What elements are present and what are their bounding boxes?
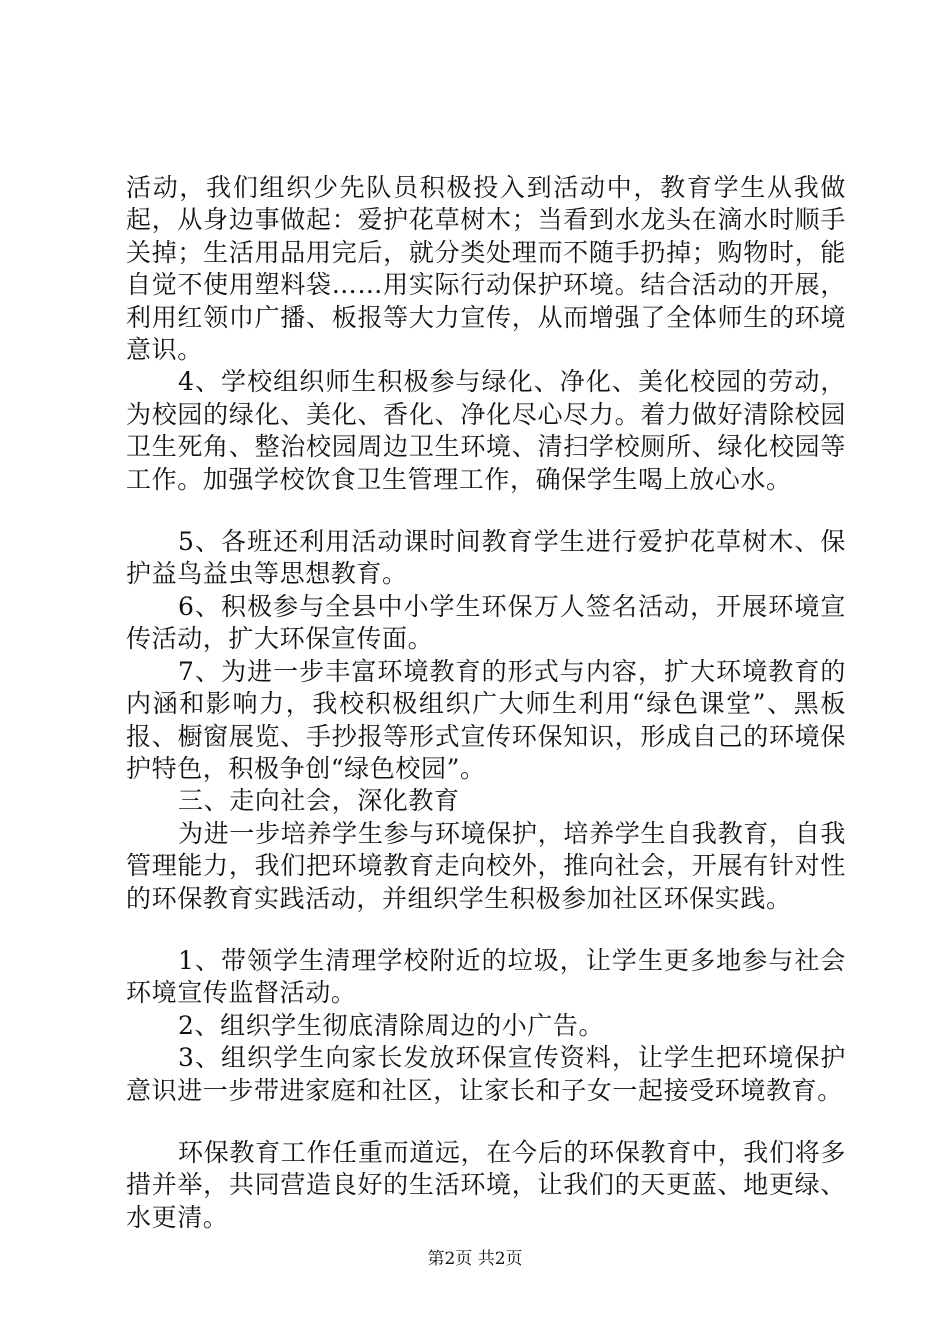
paragraph-practice-2: 2、组织学生彻底清除周边的小广告。 [178,1010,605,1040]
paragraph-item-6: 6、积极参与全县中小学生环保万人签名活动，开展环境宣传活动，扩大环保宣传面。 [126,591,846,654]
paragraph-item-5: 5、各班还利用活动课时间教育学生进行爱护花草树木、保护益鸟益虫等思想教育。 [126,527,846,589]
paragraph-gap [126,915,846,945]
page-number-footer: 第2页 共2页 [427,1249,523,1269]
document-body [126,172,846,1234]
paragraph-activity-continuation: 活动，我们组织少先队员积极投入到活动中，教育学生从我做起，从身边事做起：爱护花草树木；当看到水龙头在滴水时顺手关掉；生活用品用完后，就分类处理而不随手扔掉；购物时，能自觉不使用塑料袋……用实际行动保护环境。结合活动的开展，利用红领巾广播、板报等大力宣传，从而增强了全体师生的环境意识。 [126,173,846,365]
paragraph-gap [126,1107,846,1137]
paragraph-section-3-intro: 为进一步培养学生参与环境保护，培养学生自我教育，自我管理能力，我们把环境教育走向校外，推向社会，开展有针对性的环保教育实践活动，并组织学生积极参加社区环保实践。 [126,818,846,913]
paragraph-practice-3: 3、组织学生向家长发放环保宣传资料，让学生把环境保护意识进一步带进家庭和社区，让家长和子女一起接受环境教育。 [126,1043,846,1105]
paragraph-conclusion: 环保教育工作任重而道远，在今后的环保教育中，我们将多措并举，共同营造良好的生活环境，让我们的天更蓝、地更绿、水更清。 [126,1137,846,1232]
section-heading-3: 三、走向社会，深化教育 [178,786,460,816]
paragraph-item-7: 7、为进一步丰富环境教育的形式与内容，扩大环境教育的内涵和影响力，我校积极组织广大师生利用“绿色课堂”、黑板报、橱窗展览、手抄报等形式宣传环保知识，形成自己的环境保护特色，积极争创“绿色校园”。 [126,656,846,783]
paragraph-practice-1: 1、带领学生清理学校附近的垃圾，让学生更多地参与社会环境宣传监督活动。 [126,945,846,1008]
paragraph-item-4: 4、学校组织师生积极参与绿化、净化、美化校园的劳动，为校园的绿化、美化、香化、净化尽心尽力。着力做好清除校园卫生死角、整治校园周边卫生环境、清扫学校厕所、绿化校园等工作。加强学校饮食卫生管理工作，确保学生喝上放心水。 [126,367,846,494]
paragraph-gap [126,496,846,526]
